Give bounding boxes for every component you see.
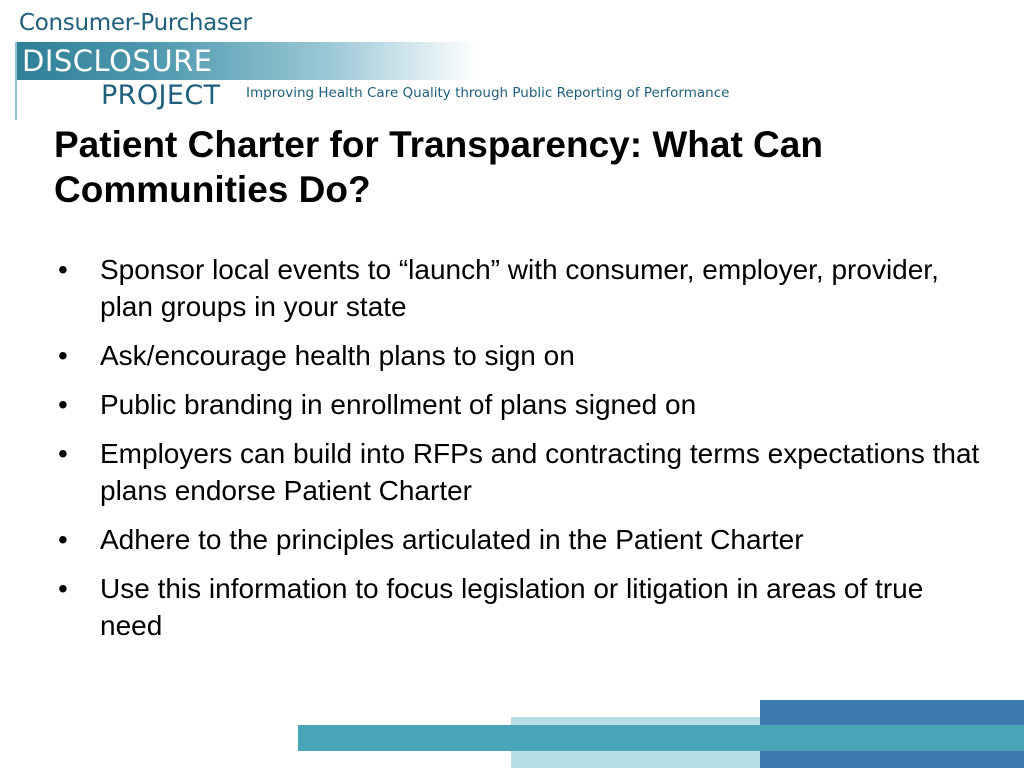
- logo-consumer-purchaser: Consumer-Purchaser: [19, 10, 252, 36]
- slide-title: Patient Charter for Transparency: What Can Communities Do?: [54, 124, 823, 210]
- bullet-text: Ask/encourage health plans to sign on: [100, 340, 575, 371]
- bullet-item: [58, 386, 988, 423]
- logo-tagline: Improving Health Care Quality through Public Reporting of Performance: [246, 85, 730, 101]
- bullet-marker: •: [58, 573, 68, 604]
- bullet-item: [58, 337, 988, 374]
- bullet-text: Sponsor local events to “launch” with consumer, employer, provider, plan groups in your state: [100, 254, 939, 322]
- bullet-marker: •: [58, 438, 68, 469]
- bullet-text: Public branding in enrollment of plans signed on: [100, 389, 697, 420]
- bullet-item: [58, 251, 988, 325]
- bullet-item: [58, 521, 988, 558]
- bullet-marker: •: [58, 254, 68, 285]
- bullet-marker: •: [58, 389, 68, 420]
- bullet-marker: •: [58, 524, 68, 555]
- bullet-text: Use this information to focus legislation or litigation in areas of true need: [100, 573, 924, 641]
- bullet-item: [58, 570, 988, 644]
- footer-bar-teal: [298, 725, 1024, 751]
- bullet-marker: •: [58, 340, 68, 371]
- logo-project: PROJECT: [101, 80, 221, 111]
- bullet-text: Adhere to the principles articulated in the Patient Charter: [100, 524, 804, 555]
- logo-disclosure: DISCLOSURE: [22, 44, 213, 78]
- bullet-item: [58, 435, 988, 509]
- bullet-list: [58, 251, 988, 656]
- bullet-text: Employers can build into RFPs and contracting terms expectations that plans endorse Patient Charter: [100, 438, 980, 506]
